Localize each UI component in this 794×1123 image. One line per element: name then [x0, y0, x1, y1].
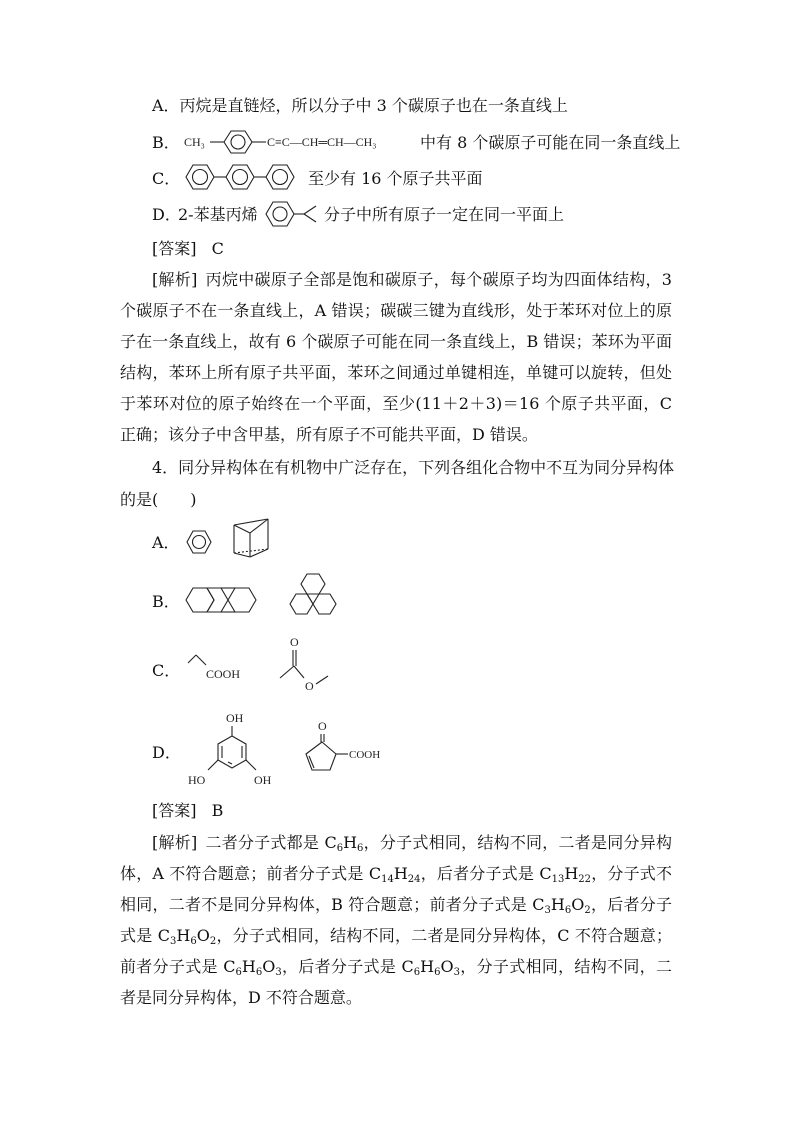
analysis-text: H	[241, 957, 256, 976]
oh-left-label: HO	[188, 773, 206, 787]
analysis-text: O	[196, 926, 210, 945]
subscript: 13	[551, 874, 565, 885]
q4-option-b-letter: B．	[152, 592, 180, 611]
q3-option-d-name: 2-苯基丙烯	[178, 205, 258, 224]
subscript: 6	[336, 843, 344, 854]
q3-analysis	[120, 264, 672, 450]
analysis-text: H	[393, 864, 408, 883]
analysis-text: ，后者分子式是 C	[120, 895, 672, 945]
subscript: 2	[209, 936, 217, 947]
oh-top-label: OH	[226, 711, 244, 725]
q3-option-d-text: 分子中所有原子一定在同一平面上	[324, 205, 565, 224]
q3-option-d-structure	[262, 198, 322, 230]
q3-option-c-letter: C．	[152, 169, 181, 188]
q3-option-d-letter: D．	[152, 205, 181, 224]
subscript: 3	[275, 967, 282, 978]
subscript: 3	[453, 967, 460, 978]
subscript: 6	[255, 967, 263, 978]
q4-option-d-phloroglucinol	[184, 708, 284, 792]
q4-option-a-letter: A．	[152, 533, 180, 552]
subscript: 6	[190, 936, 197, 947]
analysis-text: ，后者分子式是 C	[420, 864, 552, 883]
q4-option-b-anthracene-perhydro	[184, 582, 262, 618]
q4-option-a-benzene	[184, 527, 214, 557]
q4-option-b-phenalene-perhydro	[284, 572, 344, 628]
answer-value: B	[211, 801, 224, 820]
q4-option-d-cyclopentenone-acid	[300, 718, 390, 782]
analysis-label: [解析]	[152, 833, 198, 852]
subscript: 3	[170, 936, 177, 947]
q4-option-d-letter: D．	[152, 743, 181, 762]
analysis-text: 二者分子式都是 C	[205, 833, 337, 852]
q4-option-c-letter: C．	[152, 661, 181, 680]
subscript: 24	[407, 874, 421, 885]
subscript: 6	[357, 843, 364, 854]
cooh-d-label: COOH	[349, 749, 381, 761]
methyl-label: CH₃	[184, 135, 205, 149]
q3-option-b-letter: B．	[152, 133, 180, 152]
q3-option-b-structure	[184, 126, 416, 158]
analysis-text: O	[262, 957, 276, 976]
q3-option-b-text: 中有 8 个碳原子可能在同一条直线上	[420, 133, 681, 152]
subscript: 22	[578, 874, 591, 885]
cooh-label: COOH	[206, 667, 241, 681]
q4-option-c-methyl-acetate	[276, 634, 332, 698]
q3-option-c-terphenyl	[182, 160, 304, 194]
analysis-text: O	[440, 957, 454, 976]
analysis-text: ，分子式相同，结构不同，二者是同分异构体，A 不符合题意；前者分子式是 C	[120, 833, 672, 883]
chain-label: C≡C—CH═CH—CH₃	[267, 135, 377, 149]
q4-answer	[152, 801, 223, 821]
q4-stem-line1: 4．同分异构体在有机物中广泛存在，下列各组化合物中不互为同分异构体	[152, 458, 675, 477]
q4-option-a-prismane	[230, 515, 272, 561]
analysis-text: H	[564, 864, 579, 883]
analysis-text: H	[343, 833, 358, 852]
subscript: 6	[413, 967, 421, 978]
analysis-text: H	[176, 926, 191, 945]
subscript: 6	[564, 905, 572, 916]
q3-option-a: A．丙烷是直链烃，所以分子中 3 个碳原子也在一条直线上	[152, 96, 568, 115]
analysis-text: H	[420, 957, 435, 976]
ketone-o-label: O	[318, 719, 327, 733]
subscript: 6	[235, 967, 242, 978]
ester-o-label: O	[305, 679, 314, 693]
analysis-text: O	[571, 895, 585, 914]
answer-label: [答案]	[152, 801, 197, 820]
analysis-text: ，后者分子式是 C	[281, 957, 414, 976]
analysis-text: ，分子式相同，结构不同，二者是同分异构体，C 不符合题意；前者分子式是 C	[120, 926, 672, 976]
answer-label: [答案]	[152, 239, 197, 258]
q4-analysis	[120, 827, 672, 1013]
subscript: 6	[434, 967, 441, 978]
subscript: 14	[381, 874, 394, 885]
analysis-text: ，分子式相同，结构不同，二者是同分异构体，D 不符合题意。	[120, 957, 672, 1007]
analysis-label: [解析]	[152, 270, 198, 289]
subscript: 2	[584, 905, 591, 916]
q3-answer	[152, 239, 224, 259]
q3-option-c-text: 至少有 16 个原子共平面	[308, 169, 483, 188]
q4-stem-line2: 的是( )	[120, 490, 197, 509]
answer-value: C	[211, 239, 224, 258]
oh-right-label: OH	[254, 773, 272, 787]
analysis-text: ，分子式不相同，二者不是同分异构体，B 符合题意；前者分子式是 C	[120, 864, 672, 914]
subscript: 3	[544, 905, 551, 916]
analysis-text: H	[550, 895, 565, 914]
analysis-text: 丙烷中碳原子全部是饱和碳原子，每个碳原子均为四面体结构，3个碳原子不在一条直线上，A 错误；碳碳三键为直线形，处于苯环对位上的原子在一条直线上，故有 6 个碳原子可能在同一条直线上，B 错误；苯环为平面结构，苯环上所有原子共平面，苯环之间通过单键相连，单键可以旋转，但处于苯环对位的原子始终在一个平面，至少(11＋2＋3)＝16 个原子共平面，C 正确；该分子中含甲基，所有原子不可能共平面，D 错误。	[120, 270, 672, 444]
carbonyl-o-label: O	[290, 635, 299, 649]
q4-option-c-propanoic-acid	[186, 651, 256, 681]
